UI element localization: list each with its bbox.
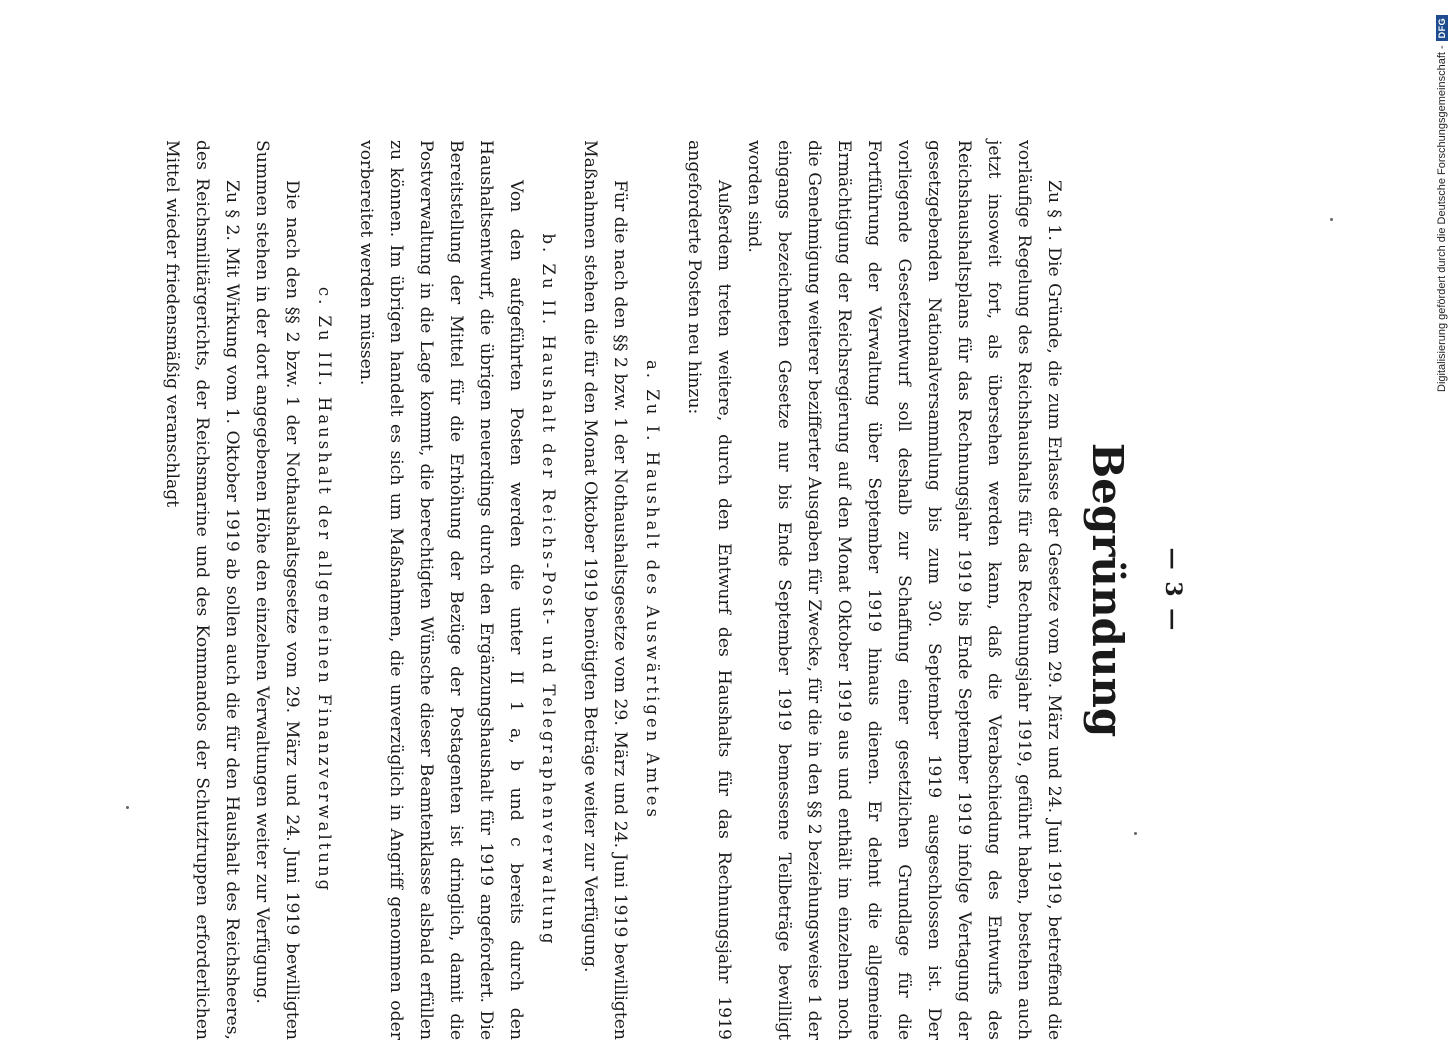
scan-speck xyxy=(1330,218,1333,221)
paragraph-finance-administration: Die nach den §§ 2 bzw. 1 der Nothaushaltsgesetze vom 29. März und 24. Juni 1919 bewilligten Summen stehen in der dort angegebenen Höhe den einzelnen Verwaltungen weiter zur Verfügung. xyxy=(252,140,302,1040)
paragraph-section-2: Zu § 2. Mit Wirkung vom 1. Oktober 1919 ab sollen auch die für den Haushalt des Reichsheeres, des Reichsmilitärgerichts, der Reichsmarine und des Kommandos der Schutztruppen erforderlichen Mittel wieder friedensmäßig veranschlagt xyxy=(162,140,242,1040)
scan-speck xyxy=(1134,832,1137,835)
funding-note xyxy=(1414,8,1448,394)
paragraph-foreign-office: Für die nach den §§ 2 bzw. 1 der Nothaushaltsgesetze vom 29. März und 24. Juni 1919 bewilligten Maßnahmen stehen die für den Monat Oktober 1919 benötigten Beträge weiter zur Verfügung. xyxy=(580,140,630,1040)
subheading-post-telegraph: b. Zu II. Haushalt der Reichs-Post- und Telegraphenverwaltung xyxy=(539,233,558,947)
funding-note-text: Digitalisierung gefördert durch die Deutsche Forschungsgemeinschaft - xyxy=(1436,45,1448,392)
subheading-foreign-office: a. Zu I. Haushalt des Auswärtigen Amtes xyxy=(643,359,662,821)
page-number: — 3 — xyxy=(1160,547,1186,633)
document-title: Begründung xyxy=(1083,442,1132,738)
scan-speck xyxy=(126,806,129,809)
rotated-document-page xyxy=(157,140,1186,1040)
dfg-logo: DFG xyxy=(1436,15,1448,42)
subheading-finance-administration: c. Zu III. Haushalt der allgemeinen Finanzverwaltung xyxy=(315,286,334,894)
paragraph-additional-posts: Außerdem treten weitere, durch den Entwurf des Haushalts für das Rechnungsjahr 1919 angeforderte Posten neu hinzu: xyxy=(684,140,734,1040)
paragraph-post-telegraph: Von den aufgeführten Posten werden die unter II 1 a, b und c bereits durch den Haushaltsentwurf, die übrigen neuerdings durch den Ergänzungshaushalt für 1919 angefordert. Die Bereitstellung der Mittel für die Erhöhung der Bezüge der Postagenten ist dringlich, damit die Postverwaltung in die Lage kommt, die berechtigten Wünsche dieser Beamtenklasse alsbald erfüllen zu können. Im übrigen handelt es sich um Maßnahmen, die unverzüglich in Angriff genommen oder vorbereitet werden müssen. xyxy=(356,140,526,1040)
paragraph-section-1: Zu § 1. Die Gründe, die zum Erlasse der Gesetze vom 29. März und 24. Juni 1919, betreffend die vorläufige Regelung des Reichshaushalts für das Rechnungsjahr 1919, geführt haben, bestehen auch jetzt insoweit fort, als übersehen werden kann, daß die Verabschiedung des Entwurfs des Reichshaushaltsplans für das Rechnungsjahr 1919 bis Ende September 1919 infolge Vertagung der gesetzgebenden Nationalversammlung bis zum 30. September 1919 ausgeschlossen ist. Der vorliegende Gesetzentwurf soll deshalb zur Schaffung einer gesetzlichen Grundlage für die Fortführung der Verwaltung über September 1919 hinaus dienen. Er dehnt die allgemeine Ermächtigung der Reichsregierung auf den Monat Oktober 1919 aus und enthält im einzelnen noch die Genehmigung weiterer bezifferter Ausgaben für Zwecke, für die in den §§ 2 beziehungsweise 1 der eingangs bezeichneten Gesetze nur bis Ende September 1919 bemessene Teilbeträge bewilligt worden sind. xyxy=(744,140,1064,1040)
